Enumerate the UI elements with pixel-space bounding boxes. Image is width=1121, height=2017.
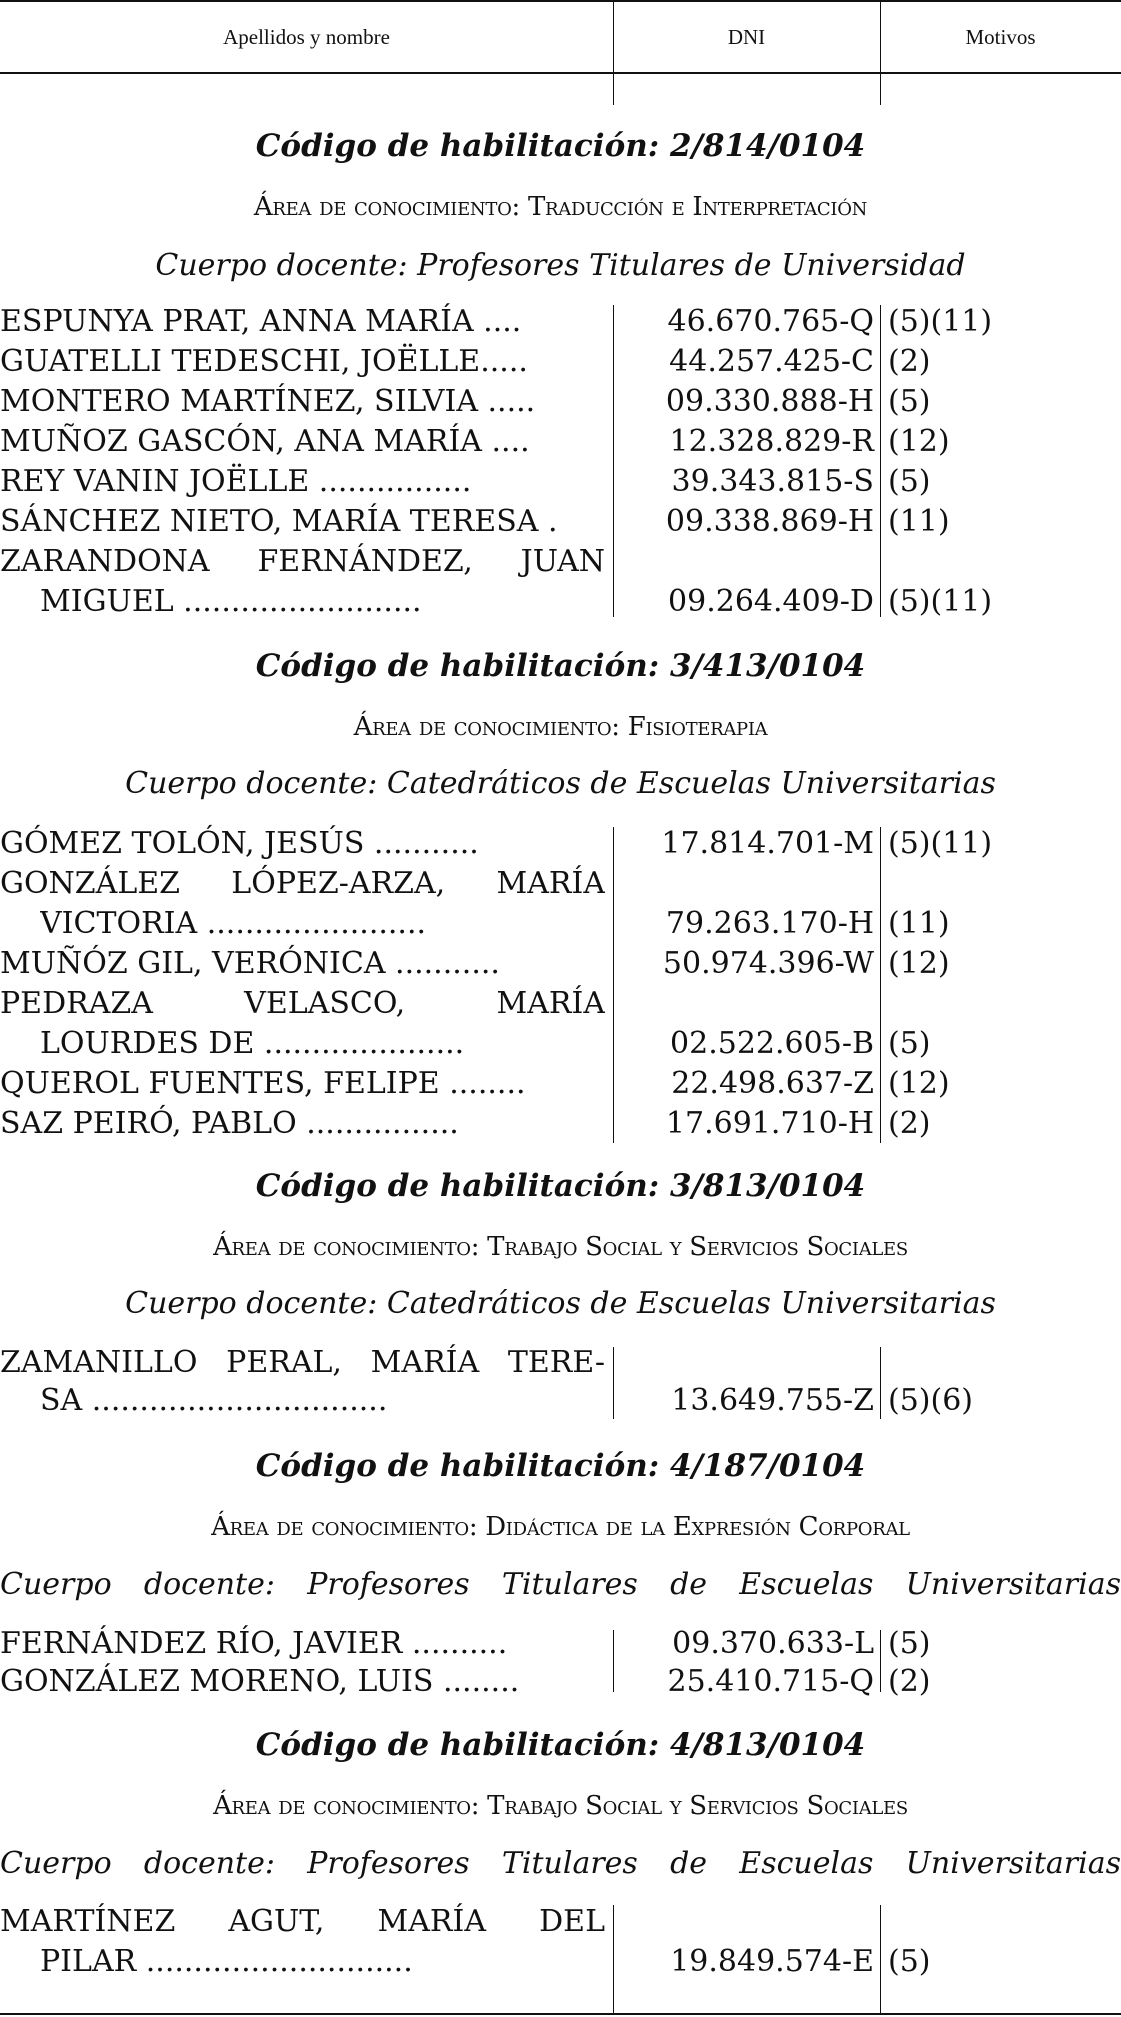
table-row [0,1624,1121,1664]
row-dni: 13.649.755-Z [671,1383,874,1418]
row-name: SÁNCHEZ NIETO, MARÍA TERESA . [0,504,558,539]
section-area: Área de conocimiento: Trabajo Social y Servicios Sociales [213,1232,908,1262]
section-cuerpo: Cuerpo docente: Profesores Titulares de Escuelas Universitarias [0,1567,1121,1602]
section-code: Código de habilitación: 4/813/0104 [255,1727,866,1763]
row-dni: 17.814.701-M [661,826,874,861]
row-motivos: (12) [888,1066,950,1101]
section-cuerpo: Cuerpo docente: Catedráticos de Escuelas Universitarias [125,1286,996,1321]
section-code: Código de habilitación: 4/187/0104 [255,1448,866,1484]
table-row [0,1104,1121,1144]
column-divider [880,0,881,105]
row-dni: 46.670.765-Q [667,304,874,339]
section-area: Área de conocimiento: Fisioterapia [353,712,768,742]
row-motivos: (5)(6) [888,1383,973,1418]
row-motivos: (5)(11) [888,826,993,861]
table-row [0,342,1121,382]
row-motivos: (2) [888,1664,931,1699]
row-motivos: (5)(11) [888,304,993,339]
section-area: Área de conocimiento: Didáctica de la Expresión Corporal [211,1512,910,1542]
table-row [0,824,1121,864]
row-name: SAZ PEIRÓ, PABLO ................ [0,1106,459,1141]
row-motivos: (5) [888,384,931,419]
table-row-line1 [0,1343,1121,1383]
row-motivos: (11) [888,504,950,539]
row-name: LOURDES DE ..................... [40,1026,465,1061]
row-dni: 39.343.815-S [671,464,874,499]
table-row [0,302,1121,342]
row-name: VICTORIA ....................... [40,906,427,941]
table-row [0,1381,1121,1421]
row-name: MUÑOZ GASCÓN, ANA MARÍA .... [0,424,530,459]
row-name-line1: MARTÍNEZ AGUT, MARÍA DEL [0,1904,605,1939]
row-name: MUÑÓZ GIL, VERÓNICA ........... [0,946,500,981]
row-dni: 22.498.637-Z [671,1066,874,1101]
row-motivos: (2) [888,344,931,379]
row-name: PILAR ............................ [40,1944,413,1979]
row-name: QUEROL FUENTES, FELIPE ........ [0,1066,526,1101]
section-code: Código de habilitación: 3/413/0104 [255,648,866,684]
row-dni: 09.264.409-D [668,584,874,619]
row-dni: 25.410.715-Q [667,1664,874,1699]
row-motivos: (12) [888,424,950,459]
section-area: Área de conocimiento: Trabajo Social y Servicios Sociales [213,1791,908,1821]
table-row [0,1024,1121,1064]
section-cuerpo: Cuerpo docente: Profesores Titulares de Universidad [155,248,966,283]
row-name: GONZÁLEZ MORENO, LUIS ........ [0,1664,520,1699]
table-row [0,944,1121,984]
column-header-name: Apellidos y nombre [223,24,390,49]
row-motivos: (5) [888,1026,931,1061]
row-name: ESPUNYA PRAT, ANNA MARÍA .... [0,304,522,339]
section-code: Código de habilitación: 3/813/0104 [255,1168,866,1204]
column-header-dni: DNI [727,24,766,49]
row-dni: 17.691.710-H [665,1106,874,1141]
row-dni: 19.849.574-E [670,1944,874,1979]
row-name: GUATELLI TEDESCHI, JOËLLE..... [0,344,528,379]
column-divider [613,0,614,105]
table-row [0,1662,1121,1702]
header-rule [0,72,1121,74]
row-dni: 09.330.888-H [665,384,874,419]
row-motivos: (12) [888,946,950,981]
row-name-line1: ZAMANILLO PERAL, MARÍA TERE- [0,1345,605,1380]
bottom-rule [0,2013,1121,2015]
row-name: GÓMEZ TOLÓN, JESÚS ........... [0,826,479,861]
row-dni: 02.522.605-B [670,1026,874,1061]
table-row-line1 [0,1902,1121,1942]
table-row-line1 [0,864,1121,904]
row-motivos: (5)(11) [888,584,993,619]
table-row [0,1942,1121,1982]
row-dni: 12.328.829-R [669,424,874,459]
section-code: Código de habilitación: 2/814/0104 [255,128,866,164]
row-motivos: (11) [888,906,950,941]
row-motivos: (5) [888,1944,931,1979]
table-row [0,502,1121,542]
table-header [0,2,1121,72]
table-row [0,904,1121,944]
row-name-line1: GONZÁLEZ LÓPEZ-ARZA, MARÍA [0,866,605,901]
row-motivos: (2) [888,1106,931,1141]
section-cuerpo: Cuerpo docente: Profesores Titulares de Escuelas Universitarias [0,1846,1121,1881]
table-row [0,462,1121,502]
table-row [0,582,1121,622]
row-dni: 09.338.869-H [665,504,874,539]
row-dni: 09.370.633-L [672,1626,874,1661]
row-name: FERNÁNDEZ RÍO, JAVIER .......... [0,1626,508,1661]
row-name: SA ............................... [40,1383,388,1418]
row-dni: 50.974.396-W [662,946,874,981]
row-dni: 79.263.170-H [665,906,874,941]
row-name-line1: PEDRAZA VELASCO, MARÍA [0,986,605,1021]
table-row-line1 [0,984,1121,1024]
row-name-line1: ZARANDONA FERNÁNDEZ, JUAN [0,544,605,579]
table-row-line1 [0,542,1121,582]
row-dni: 44.257.425-C [669,344,874,379]
row-name: MONTERO MARTÍNEZ, SILVIA ..... [0,384,536,419]
section-cuerpo: Cuerpo docente: Catedráticos de Escuelas Universitarias [125,766,996,801]
column-header-motivos: Motivos [965,24,1036,49]
row-motivos: (5) [888,1626,931,1661]
row-name: REY VANIN JOËLLE ................ [0,464,472,499]
section-area: Área de conocimiento: Traducción e Interpretación [253,192,868,222]
table-row [0,382,1121,422]
table-row [0,422,1121,462]
table-row [0,1064,1121,1104]
row-motivos: (5) [888,464,931,499]
row-name: MIGUEL ......................... [40,584,422,619]
